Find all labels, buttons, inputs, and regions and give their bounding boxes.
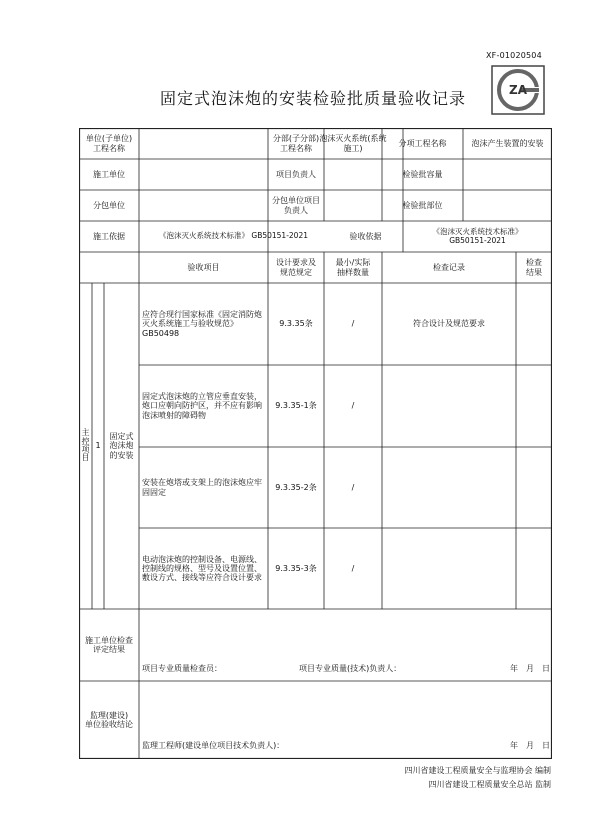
supervisor-check-date[interactable]: 年 月 日	[510, 741, 550, 751]
col-result: 检查 结果	[526, 258, 542, 277]
row4-record[interactable]	[382, 528, 516, 609]
subitem-label: 分项工程名称	[398, 138, 447, 148]
row4-design: 9.3.35-3条	[275, 563, 317, 573]
col-item: 验收项目	[187, 262, 220, 272]
supervising-engineer-signature[interactable]: 监理工程师(建设单位项目技术负责人)：	[142, 741, 285, 751]
row2-result[interactable]	[516, 365, 552, 447]
basis-value[interactable]: 《泡沫灭火系统技术标准》 GB50151-2021	[159, 231, 308, 241]
contractor-label: 施工单位	[93, 169, 125, 179]
unit-project-label: 单位(子单位) 工程名称	[85, 134, 133, 153]
subcontractor-label: 分包单位	[93, 200, 125, 210]
record-table	[79, 128, 552, 759]
subitem-value[interactable]: 泡沫产生装置的安装	[471, 138, 544, 148]
contractor-check-label: 施工单位检查 评定结果	[85, 635, 133, 654]
row2-design: 9.3.35-1条	[275, 401, 317, 411]
row4-sample[interactable]: /	[351, 563, 355, 573]
page-title: 固定式泡沫炮的安装检验批质量验收记录	[160, 89, 467, 108]
item-number: 1	[95, 441, 101, 451]
batch-capacity-label: 检验批容量	[402, 169, 443, 179]
division-value[interactable]: 泡沫灭火系统(系统 施工)	[319, 134, 387, 153]
footer-compiler: 四川省建设工程质量安全与监理协会 编制	[404, 766, 551, 775]
sub-pm-label: 分包单位项目 负责人	[272, 196, 320, 215]
sub-pm-value[interactable]	[324, 190, 382, 221]
row4-result[interactable]	[516, 528, 552, 609]
row2-sample[interactable]: /	[351, 401, 355, 411]
row1-result[interactable]	[516, 283, 552, 365]
row1-design: 9.3.35条	[279, 319, 313, 329]
footer-supervisor: 四川省建设工程质量安全总站 监制	[428, 780, 551, 789]
row1-text: 应符合现行国家标准《固定消防炮灭火系统施工与验收规范》GB50498	[142, 310, 262, 338]
row4-text: 电动泡沫炮的控制设备、电源线、控制线的规格、型号及设置位置、敷设方式、接线等应符合设计要求	[142, 554, 262, 583]
subcontractor-value[interactable]	[139, 190, 268, 221]
row2-text: 固定式泡沫炮的立管应垂直安装，炮口应朝向防护区，并不应有影响泡沫喷射的障碍物	[142, 392, 262, 420]
row3-result[interactable]	[516, 447, 552, 528]
batch-part-label: 检验批部位	[402, 200, 443, 210]
division-label: 分部(子分部) 工程名称	[272, 134, 320, 153]
row1-record[interactable]: 符合设计及规范要求	[413, 319, 485, 329]
contractor-check-date[interactable]: 年 月 日	[510, 664, 550, 674]
col-sample: 最小/实际 抽样数量	[335, 258, 371, 277]
contractor-value[interactable]	[139, 159, 268, 190]
row3-sample[interactable]: /	[351, 482, 355, 492]
pm-value[interactable]	[324, 159, 382, 190]
pm-label: 项目负责人	[276, 169, 316, 179]
row3-text: 安装在炮塔或支架上的泡沫炮应牢固固定	[142, 478, 262, 497]
row1-sample[interactable]: /	[351, 319, 355, 329]
batch-part-value[interactable]	[463, 190, 552, 221]
col-design: 设计要求及 规范规定	[276, 258, 316, 277]
basis-label: 施工依据	[93, 231, 125, 241]
main-control-category: 主 控 项 目	[81, 428, 90, 463]
item-name: 固定式 泡沫炮 的安装	[109, 432, 134, 460]
acceptance-basis-value[interactable]: 《泡沫灭火系统技术标准》 GB50151-2021	[432, 226, 523, 245]
form-code: XF-01020504	[486, 51, 542, 60]
svg-text:ZA: ZA	[509, 83, 527, 97]
acceptance-basis-label: 验收依据	[349, 231, 382, 241]
supervisor-check-label: 监理(建设) 单位验收结论	[85, 710, 133, 729]
row3-record[interactable]	[382, 447, 516, 528]
quality-tech-lead-signature[interactable]: 项目专业质量(技术)负责人：	[299, 664, 402, 674]
batch-capacity-value[interactable]	[463, 159, 552, 190]
row2-record[interactable]	[382, 365, 516, 447]
za-logo	[491, 65, 545, 115]
row3-design: 9.3.35-2条	[275, 482, 317, 492]
col-record: 检查记录	[433, 262, 465, 272]
quality-inspector-signature[interactable]: 项目专业质量检查员：	[142, 664, 222, 674]
unit-project-value[interactable]	[139, 128, 268, 159]
